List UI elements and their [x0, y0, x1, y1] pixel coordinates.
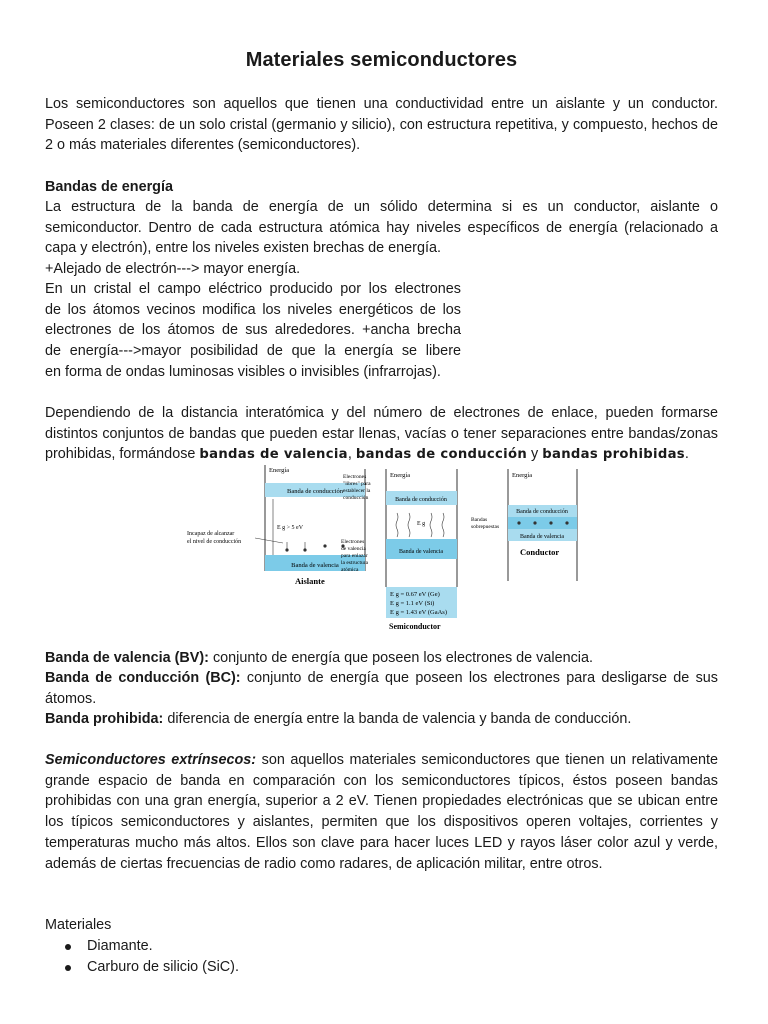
- dependiendo-paragraph: Dependiendo de la distancia interatómica y del número de electrones de enlace, pueden formarse distintos conjuntos de bandas que pueden estar llenas, vacías o tener separaciones entre bandas/zonas prohibidas, formándose bandas de valencia, bandas de conducción y bandas prohibidas.: [45, 405, 718, 463]
- electrones-valencia-label: la estructura: [341, 560, 369, 566]
- text-line: en forma de ondas luminosas visibles o invisibles (infrarrojas).: [45, 363, 441, 380]
- axis-energy-label: Energía: [512, 472, 533, 479]
- bandas-paragraph-1: La estructura de la banda de energía de un sólido determina si es un conductor, aislante o semiconductor. Dentro de cada estructura atómica hay niveles específicos de energía (relacionado a capa y electrón), entre los niveles existen brechas de energía.: [45, 199, 718, 257]
- page-title: Materiales semiconductores: [245, 49, 518, 71]
- text-line: de los átomos vecinos modifica los niveles energéticos de los: [45, 301, 461, 318]
- eg-value: E g = 0.67 eV (Ge): [390, 591, 440, 598]
- materiales-list: [45, 936, 718, 977]
- axis-energy-label: Energía: [390, 472, 411, 479]
- conduction-band-label: Banda de conducción: [395, 497, 447, 503]
- text-line: En un cristal el campo eléctrico producido por los electrones: [45, 281, 461, 297]
- bandas-paragraph-3: [45, 279, 461, 383]
- term-bandas-prohibidas: bandas prohibidas: [542, 447, 685, 463]
- list-item: Diamante.: [45, 936, 718, 957]
- axis-energy-label: Energía: [269, 467, 290, 474]
- semiconductor-caption: Semiconductor: [389, 622, 441, 631]
- incapaz-label: Incapaz de alcanzar: [187, 531, 235, 537]
- conductor-caption: Conductor: [520, 547, 560, 557]
- semiconductor-diagram: [341, 469, 457, 631]
- list-item: Carburo de silicio (SiC).: [45, 957, 718, 978]
- eg-value: E g = 1.1 eV (Si): [390, 600, 435, 607]
- extrinsecos-paragraph: Semiconductores extrínsecos: son aquellos materiales semiconductores que tienen un relativamente grande espacio de banda en comparación con los semiconductores típicos, éstos poseen bandas prohibidas con una gran energía, superior a 2 eV. Tienen propiedades electrónicas que se ubican entre los típicos semiconductores y aislantes, permiten que los dispositivos operen voltajes, corrientes y temperaturas mucho más altos. Ellos son clave para hacer luces LED y rayos láser color azul y verde, además de ciertas frecuencias de radio como radares, de aplicación militar, entre otros.: [45, 752, 718, 872]
- eg-label: E g > 5 eV: [277, 525, 304, 531]
- conductor-diagram: [471, 469, 577, 581]
- text-line: electrones de los átomos de sus alrededores. +ancha brecha: [45, 322, 461, 339]
- valence-band-label: Banda de valencia: [520, 534, 564, 540]
- materiales-heading: Materiales: [45, 917, 112, 933]
- electrones-libres-label: conducción: [343, 495, 369, 501]
- aislante-diagram: [187, 465, 365, 586]
- valence-band-label: Banda de valencia: [291, 562, 339, 569]
- term-bandas-valencia: bandas de valencia: [199, 447, 348, 463]
- electrones-libres-label: Electrones: [343, 474, 367, 480]
- eg-label: E g: [417, 521, 426, 527]
- valence-band-label: Banda de valencia: [399, 549, 443, 555]
- conduction-band-label: Banda de conducción: [516, 509, 568, 515]
- conduction-band-label: Banda de conducción: [287, 488, 343, 495]
- band-diagram-figure: [185, 463, 635, 632]
- bandas-sobrepuestas-label: Bandas: [471, 517, 488, 523]
- electrones-valencia-label: de valencia: [341, 546, 366, 552]
- intro-paragraph: Los semiconductores son aquellos que tienen una conductividad entre un aislante y un conductor. Poseen 2 clases: de un solo cristal (germanio y silicio), con estructura repetitiva, y compuesto, hechos de 2 o más materiales diferentes (semiconductores).: [45, 96, 718, 154]
- bandas-paragraph-2: +Alejado de electrón---> mayor energía.: [45, 261, 301, 277]
- text-line: de energía--->mayor posibilidad de que la energía se libere: [45, 343, 461, 360]
- definition-bv: Banda de valencia (BV): conjunto de energía que poseen los electrones de valencia.: [45, 650, 593, 666]
- term-bandas-conduccion: bandas de conducción: [355, 447, 528, 463]
- incapaz-label: el nivel de conducción: [187, 539, 242, 545]
- electrones-libres-label: "libres" para: [343, 481, 371, 487]
- electrones-libres-label: establecer la: [343, 488, 371, 494]
- definition-bc: Banda de conducción (BC): conjunto de energía que poseen los electrones para desligarse de sus átomos.: [45, 670, 718, 707]
- electrones-valencia-label: atómica: [341, 567, 359, 573]
- electrones-valencia-label: para enlazar: [341, 553, 368, 559]
- section-heading-bandas: Bandas de energía: [45, 179, 173, 195]
- electrones-valencia-label: Electrones: [341, 539, 365, 545]
- eg-value: E g = 1.43 eV (GaAs): [390, 609, 447, 616]
- bandas-sobrepuestas-label: sobrepuestas: [471, 524, 500, 530]
- definition-prohibida: Banda prohibida: diferencia de energía entre la banda de valencia y banda de conducción.: [45, 711, 632, 727]
- aislante-caption: Aislante: [295, 576, 325, 586]
